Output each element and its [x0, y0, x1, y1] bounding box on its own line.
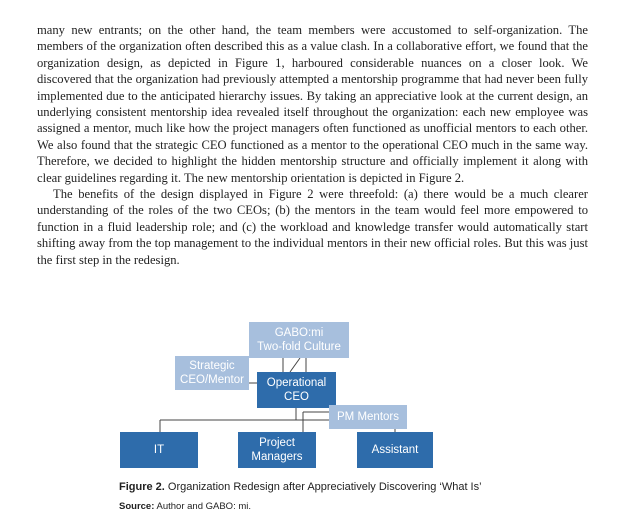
assistant-box — [357, 432, 433, 468]
pm-mentors-label: PM Mentors — [337, 411, 399, 423]
paragraph-1: many new entrants; on the other hand, the team members were accustomed to self-organization. The members of the organization often described this as a value clash. In a collaborative effort, we found that the organization design, as depicted in Figure 1, harboured considerable nuances on a closer look. We discovered that the organization had previously attempted a mentorship programme that had never been fully implemented due to the anticipated hierarchy issues. By taking an appreciative look at the current design, an underlying consistent mentorship idea revealed itself throughout the organization: each new employee was assigned a mentor, much like how the project managers often functioned as unofficial mentors to each other. We also found that the strategic CEO functioned as a mentor to the operational CEO much in the same way. Therefore, we decided to highlight the hidden mentorship structure and officially implement it along with clear guidelines regarding it. The new mentorship orientation is depicted in Figure 2. — [37, 23, 588, 185]
figure-label: Figure 2. — [119, 481, 165, 493]
it-box — [120, 432, 198, 468]
paragraph-2: The benefits of the design displayed in Figure 2 were threefold: (a) there would be a much clearer understanding of the roles of the two CEOs; (b) the mentors in the team would feel more empowered to function in a fluid leadership role; and (c) the workload and knowledge transfer would automatically start shifting away from the top management to the individual mentors in their new official roles. But this was just the first step in the redesign. — [37, 187, 588, 267]
strategic-ceo-box — [175, 356, 249, 390]
source-label: Source: — [119, 501, 155, 512]
strategic-line-1: Strategic — [189, 360, 235, 372]
assistant-label: Assistant — [371, 444, 419, 456]
it-label: IT — [153, 444, 165, 456]
gabo-culture-box — [249, 322, 349, 358]
strategic-line-2: CEO/Mentor — [180, 374, 244, 386]
project-managers-box — [238, 432, 316, 468]
figure-text: Organization Redesign after Appreciatively Discovering ‘What Is’ — [167, 481, 482, 493]
source-line — [119, 501, 251, 512]
gabo-line-2: Two-fold Culture — [257, 341, 341, 353]
project-line-1: Project — [259, 437, 295, 449]
operational-line-2: CEO — [284, 391, 309, 403]
operational-line-1: Operational — [266, 377, 327, 389]
gabo-line-1: GABO:mi — [274, 327, 324, 339]
operational-ceo-box — [257, 372, 336, 408]
project-line-2: Managers — [251, 451, 303, 463]
source-text: Author and GABO: mi. — [156, 501, 252, 512]
pm-mentors-box — [329, 405, 407, 429]
figure-caption — [119, 481, 482, 493]
